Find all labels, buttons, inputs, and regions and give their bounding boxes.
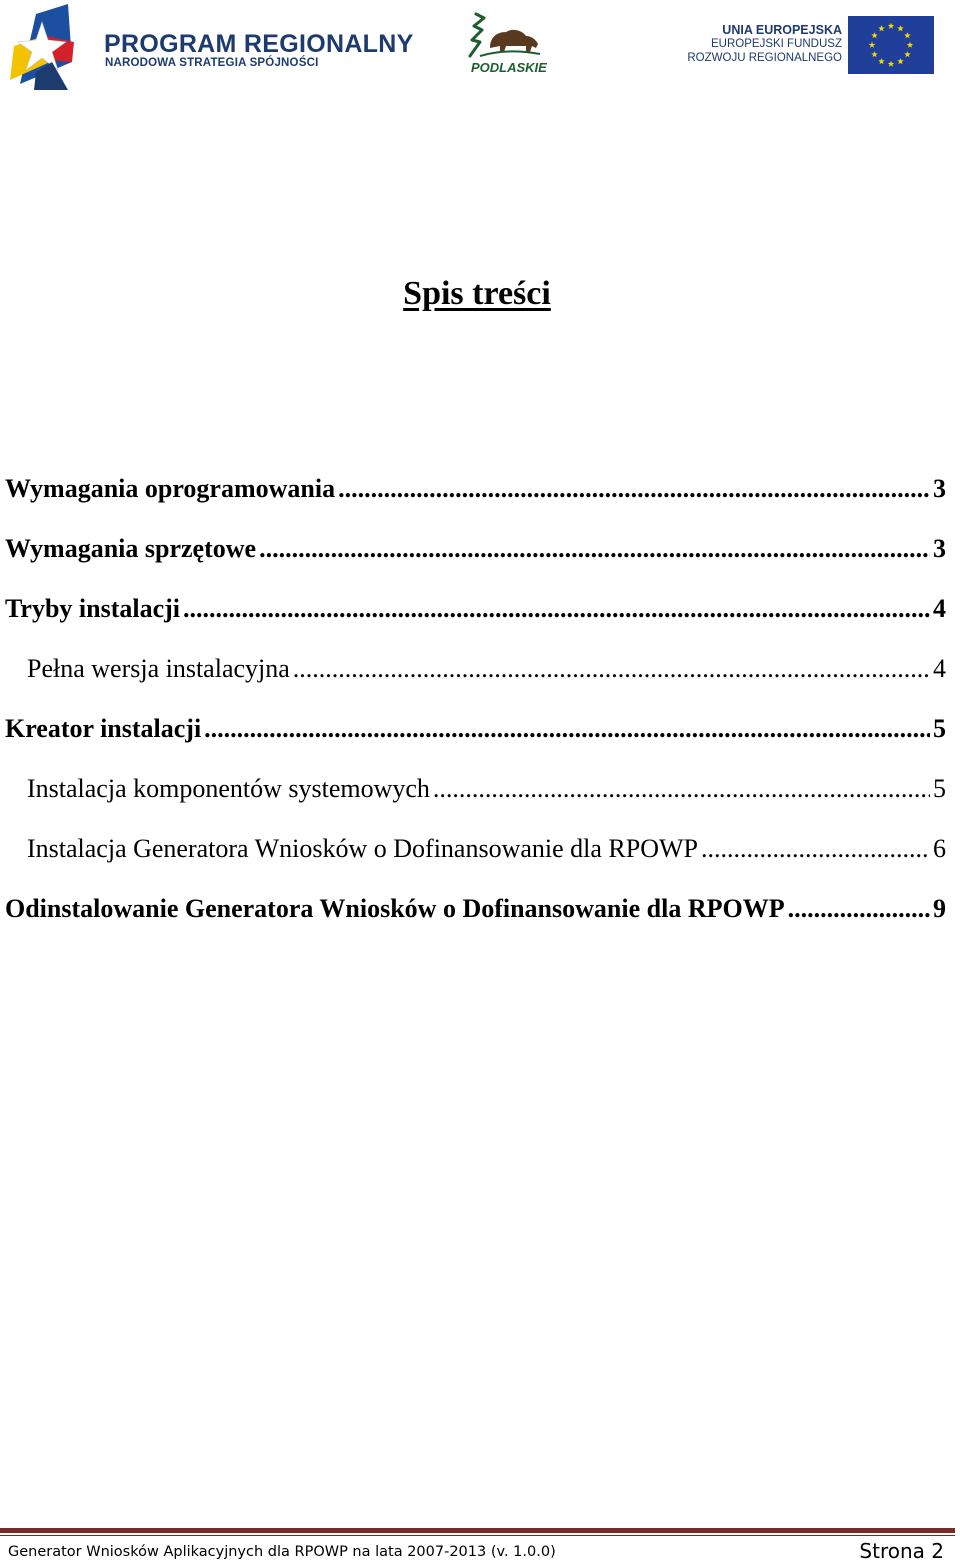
toc-dot-leader bbox=[204, 714, 930, 744]
toc-entry-title: Wymagania oprogramowania bbox=[5, 474, 336, 503]
toc-entry[interactable] bbox=[5, 714, 946, 774]
toc-entry-page: 3 bbox=[933, 534, 946, 563]
toc-dot-leader bbox=[293, 654, 930, 684]
program-title: PROGRAM REGIONALNY bbox=[104, 30, 414, 58]
toc-entry-page: 5 bbox=[933, 714, 946, 743]
eu-flag-icon bbox=[848, 16, 934, 74]
toc-entry[interactable] bbox=[5, 594, 946, 654]
footer-page-number: Strona 2 bbox=[859, 1539, 944, 1563]
page-header bbox=[0, 0, 960, 100]
bison-icon bbox=[466, 12, 546, 62]
toc-entry-page: 6 bbox=[933, 834, 946, 863]
toc-entry-page: 4 bbox=[933, 654, 946, 683]
toc-dot-leader bbox=[338, 474, 930, 504]
podlaskie-wordmark: PODLASKIE bbox=[471, 60, 547, 75]
toc-entry-title: Instalacja Generatora Wniosków o Dofinansowanie dla RPOWP bbox=[27, 834, 699, 863]
program-subtitle: NARODOWA STRATEGIA SPÓJNOŚCI bbox=[105, 57, 319, 69]
toc-dot-leader bbox=[183, 594, 930, 624]
toc-dot-leader bbox=[788, 894, 930, 924]
program-regionalny-logo bbox=[6, 2, 436, 92]
toc-dot-leader bbox=[259, 534, 930, 564]
toc-entry-title: Instalacja komponentów systemowych bbox=[27, 774, 430, 803]
toc-entry-title: Pełna wersja instalacyjna bbox=[27, 654, 290, 683]
toc-entry[interactable] bbox=[5, 834, 946, 894]
toc-dot-leader bbox=[701, 834, 930, 864]
footer-divider bbox=[0, 1528, 955, 1533]
toc-entry[interactable] bbox=[5, 654, 946, 714]
eu-logo bbox=[687, 14, 940, 76]
toc-entry[interactable] bbox=[5, 774, 946, 834]
toc-entry-page: 5 bbox=[933, 774, 946, 803]
toc-entry-title: Wymagania sprzętowe bbox=[5, 534, 257, 563]
toc-dot-leader bbox=[433, 774, 930, 804]
toc-entry[interactable] bbox=[5, 534, 946, 594]
toc-entry-page: 4 bbox=[933, 594, 946, 623]
toc-entry-title: Tryby instalacji bbox=[5, 594, 181, 623]
eu-fund-line1: EUROPEJSKI FUNDUSZ bbox=[711, 38, 842, 50]
program-star-icon bbox=[6, 2, 96, 92]
toc-entry[interactable] bbox=[5, 474, 946, 534]
toc-entry[interactable] bbox=[5, 894, 946, 954]
toc-entry-title: Kreator instalacji bbox=[5, 714, 202, 743]
toc-entry-title: Odinstalowanie Generatora Wniosków o Dofinansowanie dla RPOWP bbox=[5, 894, 785, 923]
eu-fund-line2: ROZWOJU REGIONALNEGO bbox=[687, 52, 842, 64]
toc-entry-page: 9 bbox=[933, 894, 946, 923]
footer-divider-thin bbox=[0, 1535, 955, 1536]
footer-document-title: Generator Wniosków Aplikacyjnych dla RPOWP na lata 2007-2013 (v. 1.0.0) bbox=[8, 1544, 556, 1560]
podlaskie-logo bbox=[466, 12, 546, 78]
toc-entry-page: 3 bbox=[933, 474, 946, 503]
eu-title: UNIA EUROPEJSKA bbox=[722, 23, 842, 37]
page-title: Spis treści bbox=[403, 275, 551, 312]
table-of-contents bbox=[5, 474, 946, 954]
